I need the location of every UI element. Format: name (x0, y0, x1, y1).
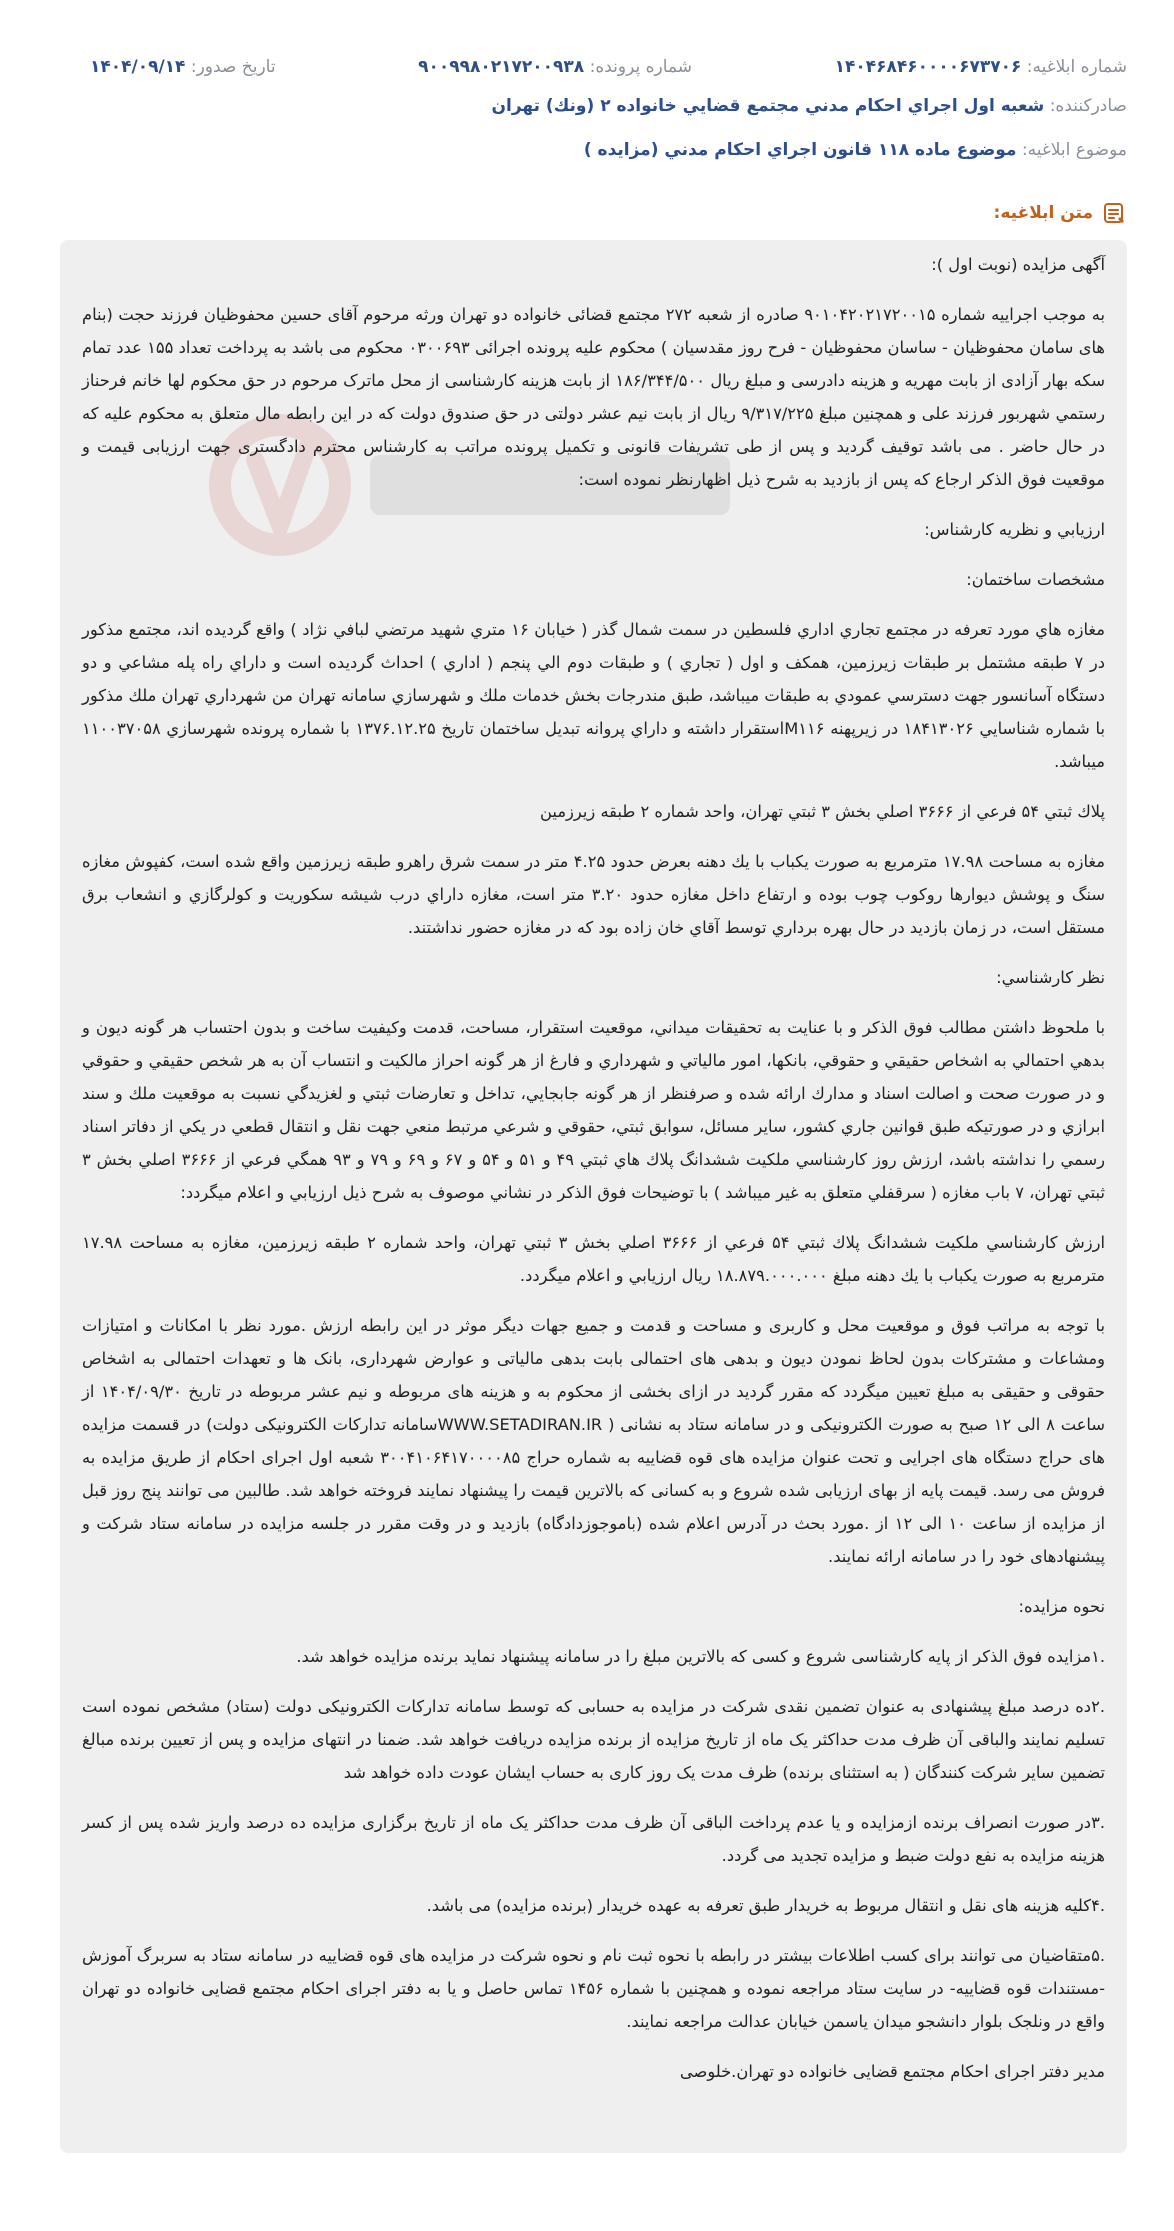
paragraph-heading-expert: ارزيابي و نظريه كارشناس: (924, 520, 1105, 539)
procedure-item-2: .۲ده درصد مبلغ پیشنهادی به عنوان تضمین نقدی شرکت در مزایده به حسابی که توسط سامانه تدارکات الکترونیکی دولت (ستاد) مشخص نموده است تسلیم نمایند والباقی آن ظرف مدت حداکثر یک ماه از تاریخ مزایده از برنده مزایده دریافت خواهد شد. ضمنا در انتهای مزایده و پس از تعیین برنده مبالغ تضمین سایر شرکت کنندگان ( به استثنای برنده) ظرف مدت یک روز کاری به حساب ایشان عودت داده خواهد شد (82, 1697, 1105, 1782)
paragraph-shop-description: مغازه به مساحت ۱۷.۹۸ مترمربع به صورت يكباب با يك دهنه بعرض حدود ۴.۲۵ متر در سمت شرق راهرو طبقه زيرزمين واقع شده است، كفپوش مغازه سنگ و پوشش ديوارها روكوب چوب بوده و ارتفاع داخل مغازه حدود ۳.۲۰ متر است، مغازه داراي درب شيشه سكوريت و كولرگازي و انشعاب برق مستقل است، در زمان بازديد در حال بهره برداري توسط آقاي خان زاده بود كه در مغازه حضور نداشتند. (82, 852, 1106, 937)
paragraph-auction-terms: با توجه به مراتب فوق و موقعیت محل و کاربری و مساحت و قدمت و جمیع جهات دیگر موثر در این رابطه ارزش .مورد نظر با امکانات و امتیازات ومشاعات و مشترکات بدون لحاظ نمودن دیون و بدهی های احتمالی بابت بدهی مالیاتی و عوارض شهرداری، بانک ها و تعهدات احتمالی به اشخاص حقوقی و حقیقی به مبلغ تعیین میگردد که مقرر گردید در ازای بخشی از محکوم به و هزینه های مربوطه و نیم عشر مربوطه در تاریخ ۱۴۰۴/۰۹/۳۰ از ساعت ۸ الی ۱۲ صبح به صورت الکترونیکی و در سامانه ستاد به نشانی ( WWW.SETADIRAN.IRسامانه تدارکات الکترونیکی دولت) در قسمت مزایده های حراج دستگاه های اجرایی و تحت عنوان مزایده های قوه قضاییه به شماره حراج ۳۰۰۴۱۰۶۴۱۷۰۰۰۰۸۵ شعبه اول اجرای احکام از طریق مزایده به فروش می رسد. قیمت پایه از بهای ارزیابی شده شروع و به کسانی که بالاترین قیمت را پیشنهاد نمایند فروخته خواهد شد. طالبین می توانند پنج روز قبل از مزایده از ساعت ۱۰ الی ۱۲ از .مورد بحث در آدرس اعلام شده (باموجوزدادگاه) بازدید و در وقت مقرر در جلسه مزایده در سامانه ستاد شرکت و پیشنهادهای خود را در سامانه ارائه نمایند. (82, 1316, 1106, 1566)
notice-number (835, 50, 1127, 84)
section-title: متن ابلاغیه: (993, 203, 1093, 223)
issuer-value: شعبه اول اجراي احكام مدني مجتمع قضايي خانواده ۲ (ونك) تهران (491, 96, 1045, 116)
notice-text (60, 240, 1127, 2088)
case-number-value: ۹۰۰۹۹۸۰۲۱۷۲۰۰۹۳۸ (418, 57, 585, 77)
paragraph-signature: مدیر دفتر اجرای احکام مجتمع قضایی خانواده دو تهران.خلوصی (679, 2062, 1105, 2081)
paragraph-title: آگهی مزایده (نوبت اول ): (931, 255, 1105, 274)
case-number (418, 50, 692, 84)
issue-date (90, 50, 276, 84)
notice-number-label: شماره ابلاغيه: (1026, 57, 1127, 77)
paragraph-building-description: مغازه هاي مورد تعرفه در مجتمع تجاري اداري فلسطين در سمت شمال گذر ( خيابان ۱۶ متري شهيد مرتضي لبافي نژاد ) واقع گرديده اند، مجتمع مذكور در ۷ طبقه مشتمل بر طبقات زيرزمين، همكف و اول ( تجاري ) و طبقات دوم الي پنجم ( اداري ) احداث گرديده است و داراي راه پله مشاعي و دو دستگاه آسانسور جهت دسترسي عمودي به طبقات ميباشد، طبق مندرجات بخش خدمات ملك و شهرسازي سامانه تهران من شهرداري تهران ملك مذكور با شماره شناسايي ۱۸۴۱۳۰۲۶ در زيرپهنه M۱۱۶استقرار داشته و داراي پروانه تبديل ساختمان تاريخ ۱۳۷۶.۱۲.۲۵ با شماره پرونده شهرسازي ۱۱۰۰۳۷۰۵۸ ميباشد. (82, 620, 1106, 771)
procedure-item-5: .۵متقاضیان می توانند برای کسب اطلاعات بیشتر در رابطه با نحوه ثبت نام و نحوه شرکت در مزایده های قوه قضاییه در سامانه ستاد به سربرگ آموزش -مستندات قوه قضاییه- در سایت ستاد مراجعه نموده و همچنین با شماره ۱۴۵۶ تماس حاصل و یا به دفتر اجرای احکام مجتمع قضایی خانواده دو تهران واقع در ونلجک بلوار دانشجو میدان یاسمن خیابان عدالت مراجعه نمایند. (82, 1946, 1105, 2031)
procedure-item-1: .۱مزایده فوق الذکر از پایه کارشناسی شروع و کسی که بالاترین مبلغ را در سامانه پیشنهاد نماید برنده مزایده خواهد شد. (296, 1647, 1105, 1666)
issuer-label: صادرکننده: (1049, 96, 1127, 116)
subject-row (90, 128, 1127, 172)
issue-date-value: ۱۴۰۴/۰۹/۱۴ (90, 57, 186, 77)
paragraph-plot-info: پلاك ثبتي ۵۴ فرعي از ۳۶۶۶ اصلي بخش ۳ ثبتي تهران، واحد شماره ۲ طبقه زيرزمين (540, 802, 1105, 821)
subject-value: موضوع ماده ۱۱۸ قانون اجراي احكام مدني (مزايده ) (583, 140, 1017, 160)
notice-header (90, 50, 1127, 172)
procedure-item-4: .۴کلیه هزینه های نقل و انتقال مربوط به خریدار طبق تعرفه به عهده خریدار (برنده مزایده) می باشد. (426, 1896, 1105, 1915)
case-number-label: شماره پرونده: (589, 57, 692, 77)
paragraph-heading-procedure: نحوه مزایده: (1018, 1597, 1105, 1616)
notice-meta-row (90, 50, 1127, 84)
issue-date-label: تاريخ صدور: (190, 57, 276, 77)
paragraph-opinion: با ملحوظ داشتن مطالب فوق الذكر و با عنايت به تحقيقات ميداني، موقعيت استقرار، مساحت، قدمت وكيفيت ساخت و بدون احتساب هر گونه ديون و بدهي احتمالي به اشخاص حقيقي و حقوقي، بانكها، امور مالياتي و شهرداري و فارغ از هر گونه احراز مالكيت و انتساب آن به هر شخص حقيقي و حقوقي و در صورت صحت و اصالت اسناد و مدارك ارائه شده و صرفنظر از هر گونه جابجايي، تداخل و تعارضات ثبتي و لغزيدگي نسبت به موقعيت ملك و سند ابرازي و در صورتيكه طبق قوانين جاري كشور، ساير مسائل، سوابق ثبتي، حقوقي و شرعي مرتبط منعي جهت نقل و انتقال قطعي در يكي از دفاتر اسناد رسمي را نداشته باشد، ارزش روز كارشناسي ملكيت ششدانگ پلاك هاي ثبتي ۴۹ و ۵۱ و ۵۴ و ۶۷ و ۶۹ و ۷۹ و ۹۳ همگي فرعي از ۳۶۶۶ اصلي بخش ۳ ثبتي تهران، ۷ باب مغازه ( سرقفلي متعلق به غير ميباشد ) با توضيحات فوق الذكر در نشاني موصوف به شرح ذيل ارزيابي و اعلام ميگردد: (82, 1018, 1105, 1202)
paragraph-heading-opinion: نظر كارشناسي: (996, 968, 1105, 987)
subject-label: موضوع ابلاغیه: (1021, 140, 1127, 160)
paragraph-valuation: ارزش كارشناسي ملكيت ششدانگ پلاك ثبتي ۵۴ فرعي از ۳۶۶۶ اصلي بخش ۳ ثبتي تهران، واحد شماره ۲ طبقه زيرزمين، مغازه به مساحت ۱۷.۹۸ مترمربع به صورت يكباب با يك دهنه مبلغ ۱۸.۸۷۹.۰۰۰.۰۰۰ ريال ارزيابي و اعلام ميگردد. (82, 1233, 1106, 1285)
notice-body-box (60, 240, 1127, 2153)
paragraph-intro: به موجب اجراييه شماره ۹۰۱۰۴۲۰۲۱۷۲۰۰۱۵ صادره از شعبه ۲۷۲ مجتمع قضائی خانواده دو تهران ورثه مرحوم آقای حسین محفوظیان فرزند حجت (بنام های سامان محفوظیان - ساسان محفوظیان - فرح روز مقدسیان ) محکوم علیه پرونده اجرائی ۰۳۰۰۶۹۳ محکوم می باشد به پرداخت تعداد ۱۵۵ عدد تمام سکه بهار آزادی از بابت مهریه و هزینه دادرسی و مبلغ ریال ۱۸۶/۳۴۴/۵۰۰ از بابت هزینه کارشناسی از محل ماترک مرحوم در حق محکوم لها خانم فرحناز رستمي شهربور فرزند علی و همچنین مبلغ ۹/۳۱۷/۲۲۵ ریال از بابت نیم عشر دولتی در حق صندوق دولت که در این رابطه مال متعلق به محکوم علیه که در حال حاضر . می باشد توقیف گردید و پس از طی تشریفات قانونی و تکمیل پرونده مراتب به کارشناس محترم دادگستری جهت ارزیابی قیمت و موقعیت فوق الذکر ارجاع که پس از بازدید به شرح ذیل اظهارنظر نموده است: (82, 305, 1105, 489)
note-icon (1101, 200, 1127, 226)
procedure-item-3: .۳در صورت انصراف برنده ازمزایده و یا عدم پرداخت الباقی آن ظرف مدت حداکثر یک ماه از تاریخ برگزاری مزایده ده درصد واریز شده پس از کسر هزینه مزایده به نفع دولت ضبط و مزایده تجدید می گردد. (82, 1813, 1105, 1865)
issuer-row (90, 84, 1127, 128)
notice-number-value: ۱۴۰۴۶۸۴۶۰۰۰۰۶۷۳۷۰۶ (834, 57, 1022, 77)
section-heading (994, 196, 1127, 230)
paragraph-heading-building: مشخصات ساختمان: (966, 570, 1105, 589)
